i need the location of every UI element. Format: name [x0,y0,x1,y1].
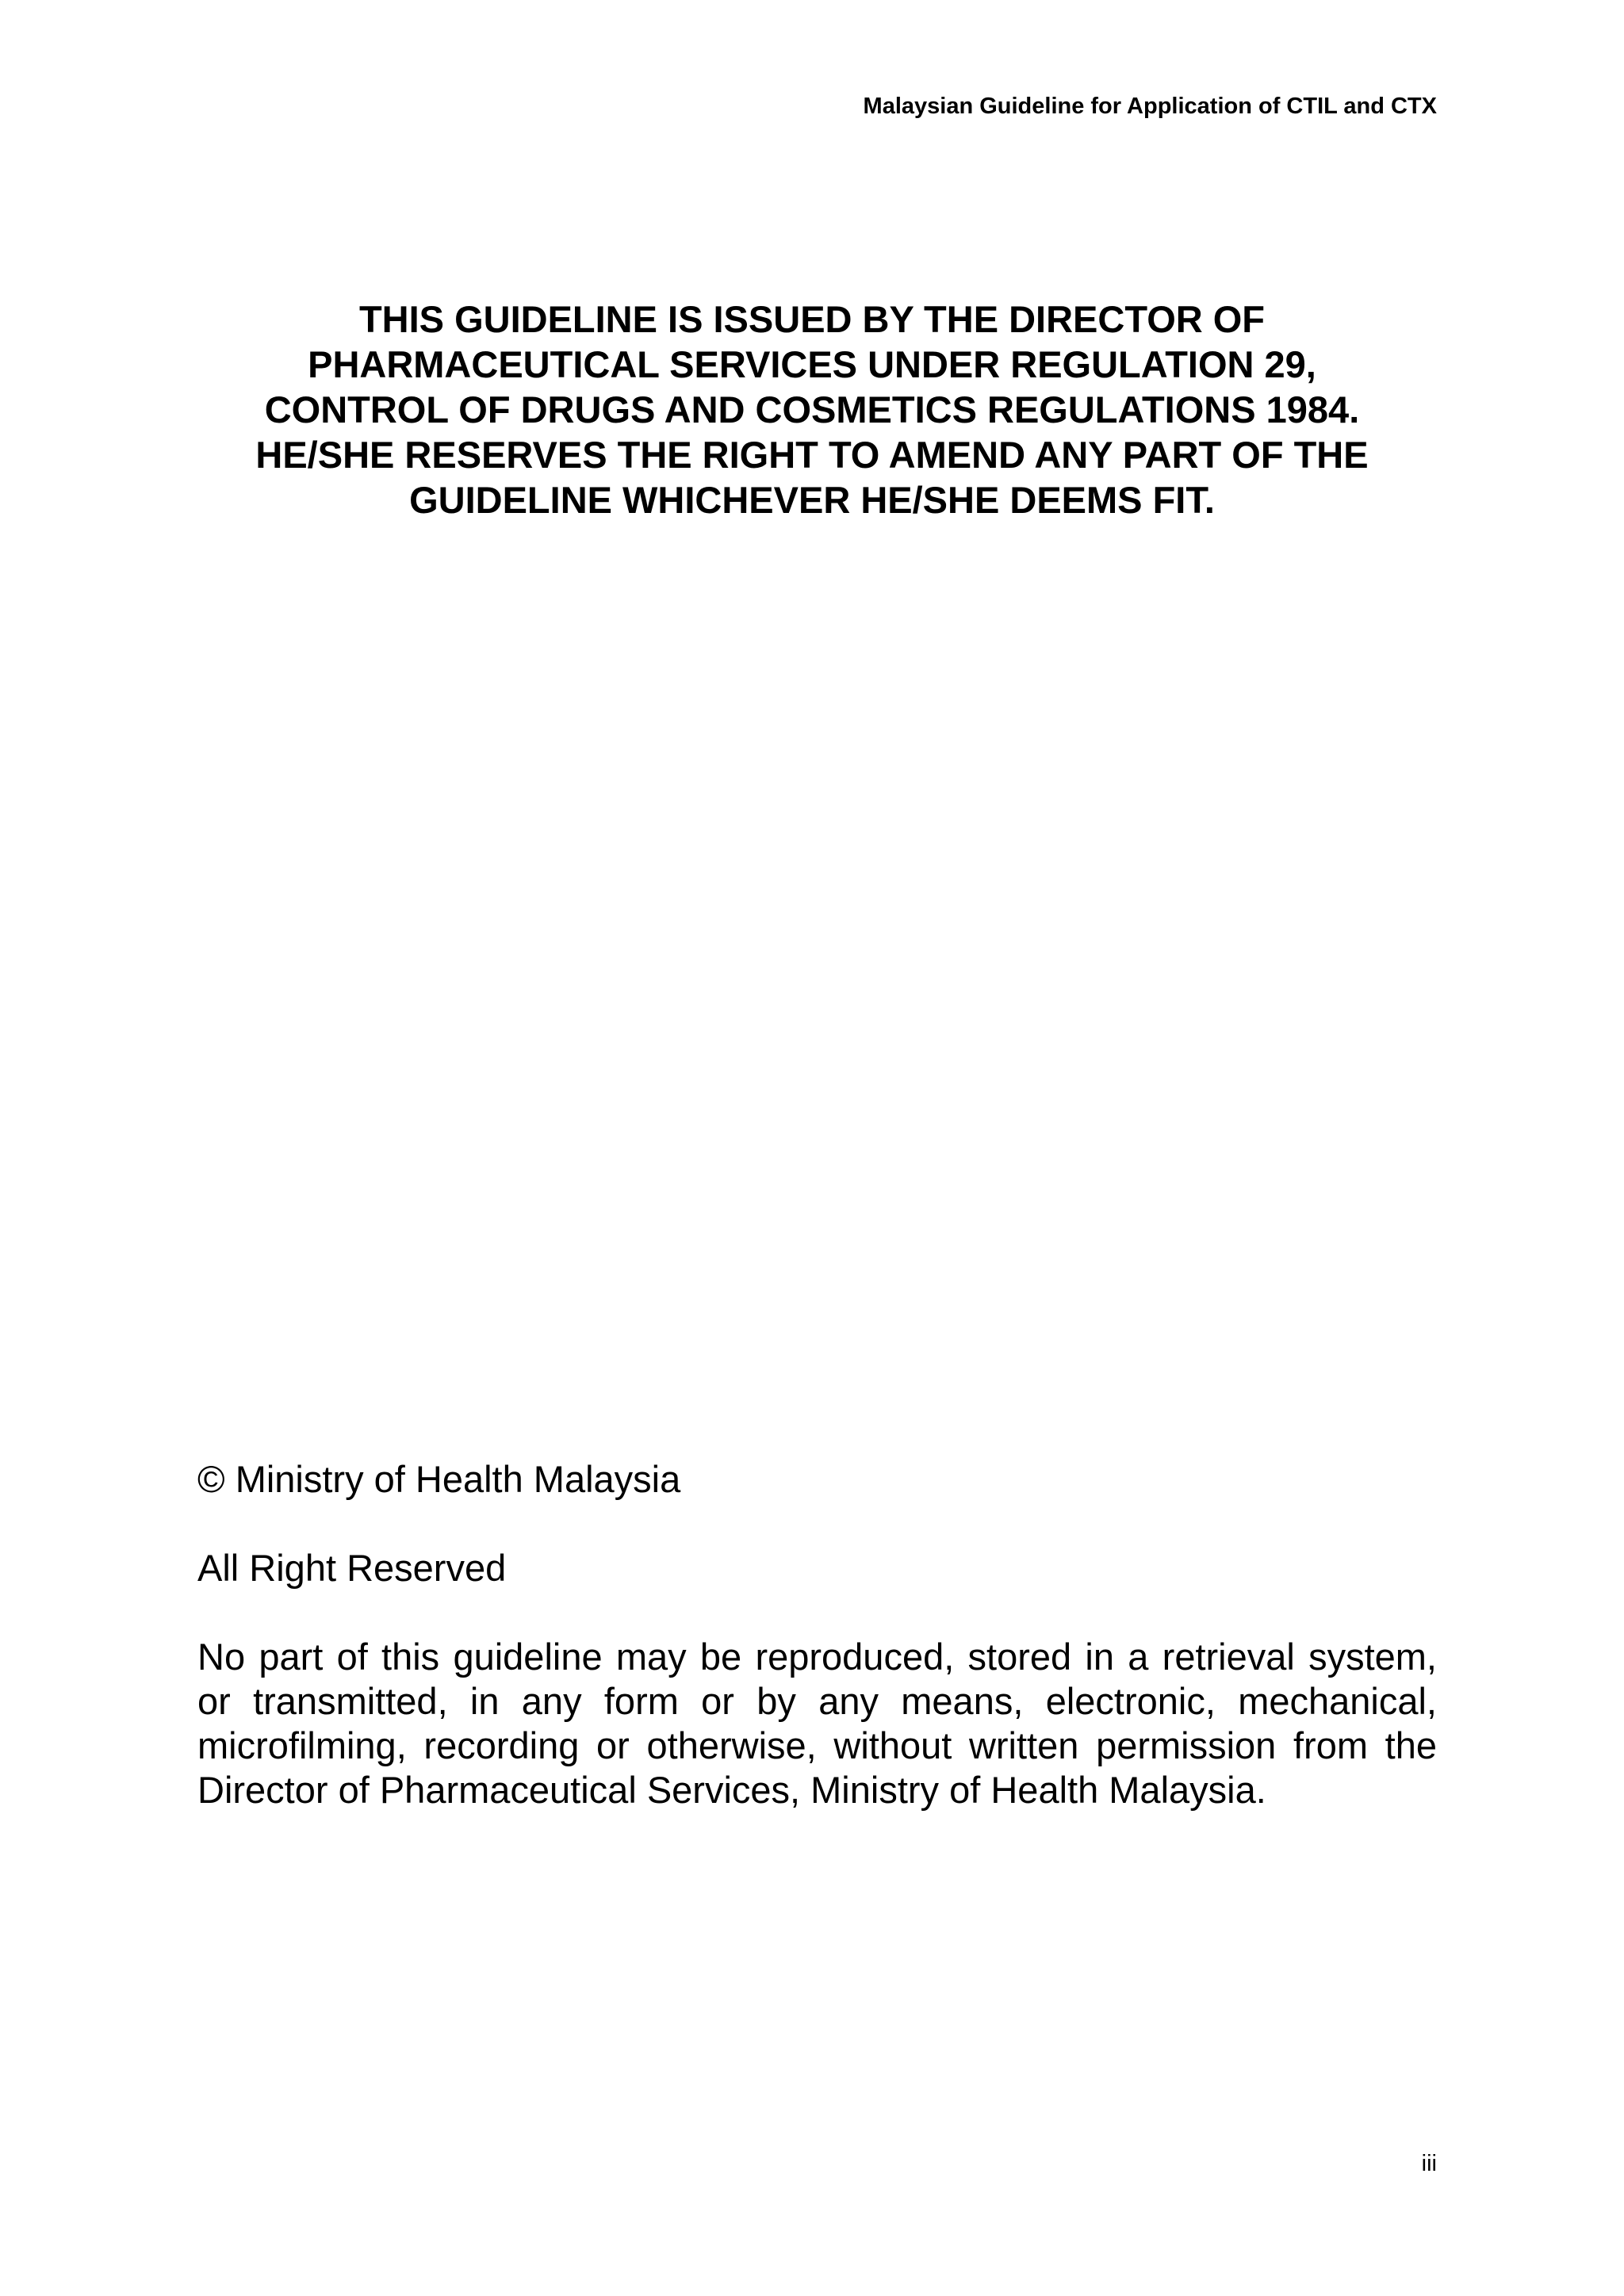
running-header: Malaysian Guideline for Application of CTIL and CTX [863,94,1437,119]
notice-line: Director of Pharmaceutical Services, Ministry of Health Malaysia. [197,1769,1266,1811]
notice-line: microfilming, recording or otherwise, without written permission from the [197,1724,1437,1766]
copyright-block [197,1457,1437,1812]
notice-line: No part of this guideline may be reproduced, stored in a retrieval system, [197,1636,1437,1678]
reproduction-notice [197,1635,1437,1812]
notice-line: or transmitted, in any form or by any means, electronic, mechanical, [197,1680,1437,1722]
statement-line: THIS GUIDELINE IS ISSUED BY THE DIRECTOR OF [358,298,1266,340]
statement-line: PHARMACEUTICAL SERVICES UNDER REGULATION 29, [308,343,1316,385]
statement-line: HE/SHE RESERVES THE RIGHT TO AMEND ANY PART OF THE [255,434,1369,476]
rights-statement: All Right Reserved [197,1547,507,1589]
issuance-statement [187,297,1437,522]
copyright-owner: © Ministry of Health Malaysia [197,1458,681,1500]
statement-line: GUIDELINE WHICHEVER HE/SHE DEEMS FIT. [409,479,1215,521]
statement-line: CONTROL OF DRUGS AND COSMETICS REGULATIONS 1984. [264,388,1360,430]
page-number: iii [1421,2151,1437,2176]
